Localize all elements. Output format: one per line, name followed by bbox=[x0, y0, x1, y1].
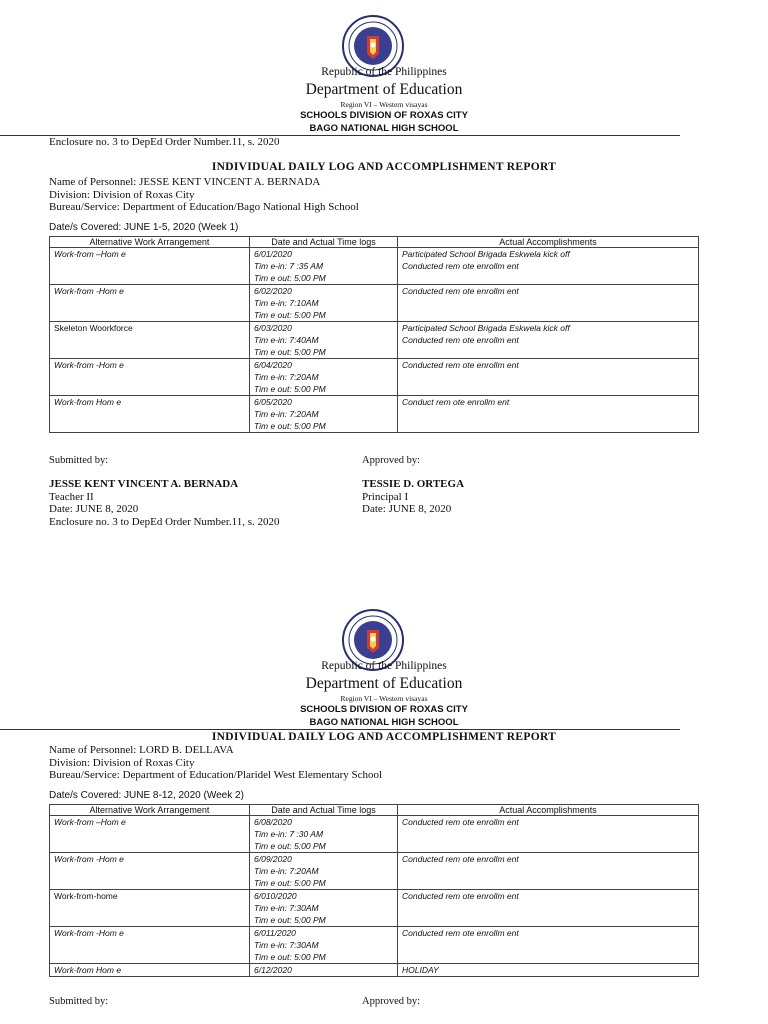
accomplishment-cell bbox=[398, 853, 699, 890]
log-date: 6/01/2020 bbox=[254, 249, 292, 259]
accomplishment: Conducted rem ote enrollm ent bbox=[402, 335, 519, 345]
accomplishment-cell bbox=[398, 396, 699, 433]
accomplishment-cell bbox=[398, 816, 699, 853]
log-time-in: Tim e-in: 7:30AM bbox=[254, 940, 319, 950]
approved-by-label: Approved by: bbox=[362, 455, 421, 466]
timelog-cell bbox=[250, 816, 398, 853]
personnel-bureau: Bureau/Service: Department of Education/Plaridel West Elementary School bbox=[49, 769, 383, 781]
personnel-info bbox=[49, 744, 382, 782]
accomplishment: Conduct rem ote enrollm ent bbox=[402, 397, 510, 407]
accomplishment: Conducted rem ote enrollm ent bbox=[402, 360, 519, 370]
submitter-date: Date: JUNE 8, 2020 bbox=[49, 503, 139, 515]
log-date: 6/03/2020 bbox=[254, 323, 292, 333]
table-row bbox=[50, 248, 699, 285]
table-row bbox=[50, 853, 699, 890]
log-date: 6/04/2020 bbox=[254, 360, 292, 370]
dates-covered: Date/s Covered: JUNE 8-12, 2020 (Week 2) bbox=[49, 790, 244, 801]
column-header: Actual Accomplishments bbox=[398, 805, 699, 816]
log-time-in: Tim e-in: 7:30AM bbox=[254, 903, 319, 913]
log-time-out: Tim e out: 5:00 PM bbox=[254, 273, 326, 283]
timelog-cell bbox=[250, 396, 398, 433]
accomplishment-cell bbox=[398, 248, 699, 285]
approver-block bbox=[362, 478, 464, 516]
timelog-cell bbox=[250, 964, 398, 977]
report-title: INDIVIDUAL DAILY LOG AND ACCOMPLISHMENT REPORT bbox=[211, 731, 557, 743]
column-header: Actual Accomplishments bbox=[398, 237, 699, 248]
department-name: Department of Education bbox=[305, 675, 463, 692]
timelog-cell bbox=[250, 285, 398, 322]
header-rule bbox=[0, 729, 680, 730]
approver-date: Date: JUNE 8, 2020 bbox=[362, 503, 452, 515]
accomplishment-cell bbox=[398, 359, 699, 396]
personnel-bureau: Bureau/Service: Department of Education/Bago National High School bbox=[49, 201, 359, 213]
arrangement-cell: Work-from –Hom e bbox=[50, 816, 250, 853]
accomplishment: Participated School Brigada Eskwela kick off bbox=[402, 323, 570, 333]
table-row bbox=[50, 322, 699, 359]
approver-position: Principal I bbox=[362, 490, 409, 503]
table-row bbox=[50, 927, 699, 964]
accomplishment: Conducted rem ote enrollm ent bbox=[402, 854, 519, 864]
division-office-line: SCHOOLS DIVISION OF ROXAS CITY bbox=[300, 110, 468, 121]
submitter-position: Teacher II bbox=[49, 490, 94, 503]
table-row bbox=[50, 816, 699, 853]
arrangement-cell: Work-from -Hom e bbox=[50, 853, 250, 890]
log-time-out: Tim e out: 5:00 PM bbox=[254, 384, 326, 394]
accomplishment-cell bbox=[398, 285, 699, 322]
arrangement-cell: Work-from-home bbox=[50, 890, 250, 927]
daily-log-table bbox=[49, 804, 699, 977]
accomplishment-cell bbox=[398, 890, 699, 927]
division-office-line: SCHOOLS DIVISION OF ROXAS CITY bbox=[300, 704, 468, 715]
submitter-enclosure: Enclosure no. 3 to DepEd Order Number.11, s. 2020 bbox=[49, 515, 280, 528]
table-header-row bbox=[50, 805, 699, 816]
arrangement-cell: Work-from -Hom e bbox=[50, 285, 250, 322]
accomplishment: Participated School Brigada Eskwela kick off bbox=[402, 249, 570, 259]
table-header-row bbox=[50, 237, 699, 248]
column-header: Alternative Work Arrangement bbox=[50, 805, 250, 816]
column-header: Date and Actual Time logs bbox=[250, 237, 398, 248]
dates-covered: Date/s Covered: JUNE 1-5, 2020 (Week 1) bbox=[49, 222, 239, 233]
log-time-out: Tim e out: 5:00 PM bbox=[254, 347, 326, 357]
accomplishment: Conducted rem ote enrollm ent bbox=[402, 928, 519, 938]
report-title: INDIVIDUAL DAILY LOG AND ACCOMPLISHMENT REPORT bbox=[211, 161, 557, 173]
daily-log-table bbox=[49, 236, 699, 433]
log-date: 6/05/2020 bbox=[254, 397, 292, 407]
log-time-in: Tim e-in: 7:20AM bbox=[254, 409, 319, 419]
log-time-in: Tim e-in: 7 :35 AM bbox=[254, 261, 324, 271]
log-time-out: Tim e out: 5:00 PM bbox=[254, 878, 326, 888]
log-date: 6/08/2020 bbox=[254, 817, 292, 827]
region-line: Region VI – Western visayas bbox=[340, 100, 428, 109]
republic-line: Republic of the Philippines bbox=[321, 66, 447, 78]
log-time-in: Tim e-in: 7:10AM bbox=[254, 298, 319, 308]
accomplishment-cell bbox=[398, 927, 699, 964]
approver-name: TESSIE D. ORTEGA bbox=[362, 478, 465, 490]
arrangement-cell: Skeleton Woorkforce bbox=[50, 322, 250, 359]
accomplishment-cell bbox=[398, 322, 699, 359]
personnel-info bbox=[49, 176, 359, 214]
approved-by-label: Approved by: bbox=[362, 996, 421, 1007]
region-line: Region VI – Western visayas bbox=[340, 694, 428, 703]
accomplishment: Conducted rem ote enrollm ent bbox=[402, 286, 519, 296]
log-date: 6/09/2020 bbox=[254, 854, 292, 864]
accomplishment-cell bbox=[398, 964, 699, 977]
column-header: Date and Actual Time logs bbox=[250, 805, 398, 816]
republic-line: Republic of the Philippines bbox=[321, 660, 447, 672]
accomplishment: Conducted rem ote enrollm ent bbox=[402, 891, 519, 901]
submitter-block bbox=[49, 478, 280, 528]
table-row bbox=[50, 285, 699, 322]
personnel-division: Division: Division of Roxas City bbox=[49, 756, 195, 769]
table-row bbox=[50, 890, 699, 927]
accomplishment: Conducted rem ote enrollm ent bbox=[402, 817, 519, 827]
timelog-cell bbox=[250, 890, 398, 927]
enclosure-line: Enclosure no. 3 to DepEd Order Number.11, s. 2020 bbox=[49, 136, 280, 148]
column-header: Alternative Work Arrangement bbox=[50, 237, 250, 248]
log-time-in: Tim e-in: 7:40AM bbox=[254, 335, 319, 345]
submitter-name: JESSE KENT VINCENT A. BERNADA bbox=[49, 478, 239, 490]
timelog-cell bbox=[250, 927, 398, 964]
log-date: 6/011/2020 bbox=[254, 928, 296, 938]
accomplishment: HOLIDAY bbox=[402, 965, 439, 975]
submitted-by-label: Submitted by: bbox=[49, 455, 109, 466]
accomplishment: Conducted rem ote enrollm ent bbox=[402, 261, 519, 271]
arrangement-cell: Work-from -Hom e bbox=[50, 359, 250, 396]
timelog-cell bbox=[250, 359, 398, 396]
log-time-in: Tim e-in: 7:20AM bbox=[254, 866, 319, 876]
school-line: BAGO NATIONAL HIGH SCHOOL bbox=[309, 717, 459, 728]
log-date: 6/02/2020 bbox=[254, 286, 292, 296]
submitted-by-label: Submitted by: bbox=[49, 996, 109, 1007]
table-row bbox=[50, 359, 699, 396]
arrangement-cell: Work-from -Hom e bbox=[50, 927, 250, 964]
log-date: 6/12/2020 bbox=[254, 965, 292, 975]
log-time-out: Tim e out: 5:00 PM bbox=[254, 915, 326, 925]
school-line: BAGO NATIONAL HIGH SCHOOL bbox=[309, 123, 459, 134]
timelog-cell bbox=[250, 322, 398, 359]
log-time-in: Tim e-in: 7 :30 AM bbox=[254, 829, 324, 839]
log-time-in: Tim e-in: 7:20AM bbox=[254, 372, 319, 382]
log-time-out: Tim e out: 5:00 PM bbox=[254, 421, 326, 431]
arrangement-cell: Work-from Hom e bbox=[50, 964, 250, 977]
arrangement-cell: Work-from Hom e bbox=[50, 396, 250, 433]
log-date: 6/010/2020 bbox=[254, 891, 297, 901]
timelog-cell bbox=[250, 853, 398, 890]
log-time-out: Tim e out: 5:00 PM bbox=[254, 310, 326, 320]
personnel-division: Division: Division of Roxas City bbox=[49, 188, 195, 201]
table-row bbox=[50, 964, 699, 977]
log-time-out: Tim e out: 5:00 PM bbox=[254, 952, 326, 962]
table-row bbox=[50, 396, 699, 433]
department-name: Department of Education bbox=[305, 81, 463, 98]
log-time-out: Tim e out: 5:00 PM bbox=[254, 841, 326, 851]
arrangement-cell: Work-from –Hom e bbox=[50, 248, 250, 285]
timelog-cell bbox=[250, 248, 398, 285]
personnel-name: Name of Personnel: LORD B. DELLAVA bbox=[49, 744, 234, 756]
personnel-name: Name of Personnel: JESSE KENT VINCENT A. BERNADA bbox=[49, 176, 321, 188]
